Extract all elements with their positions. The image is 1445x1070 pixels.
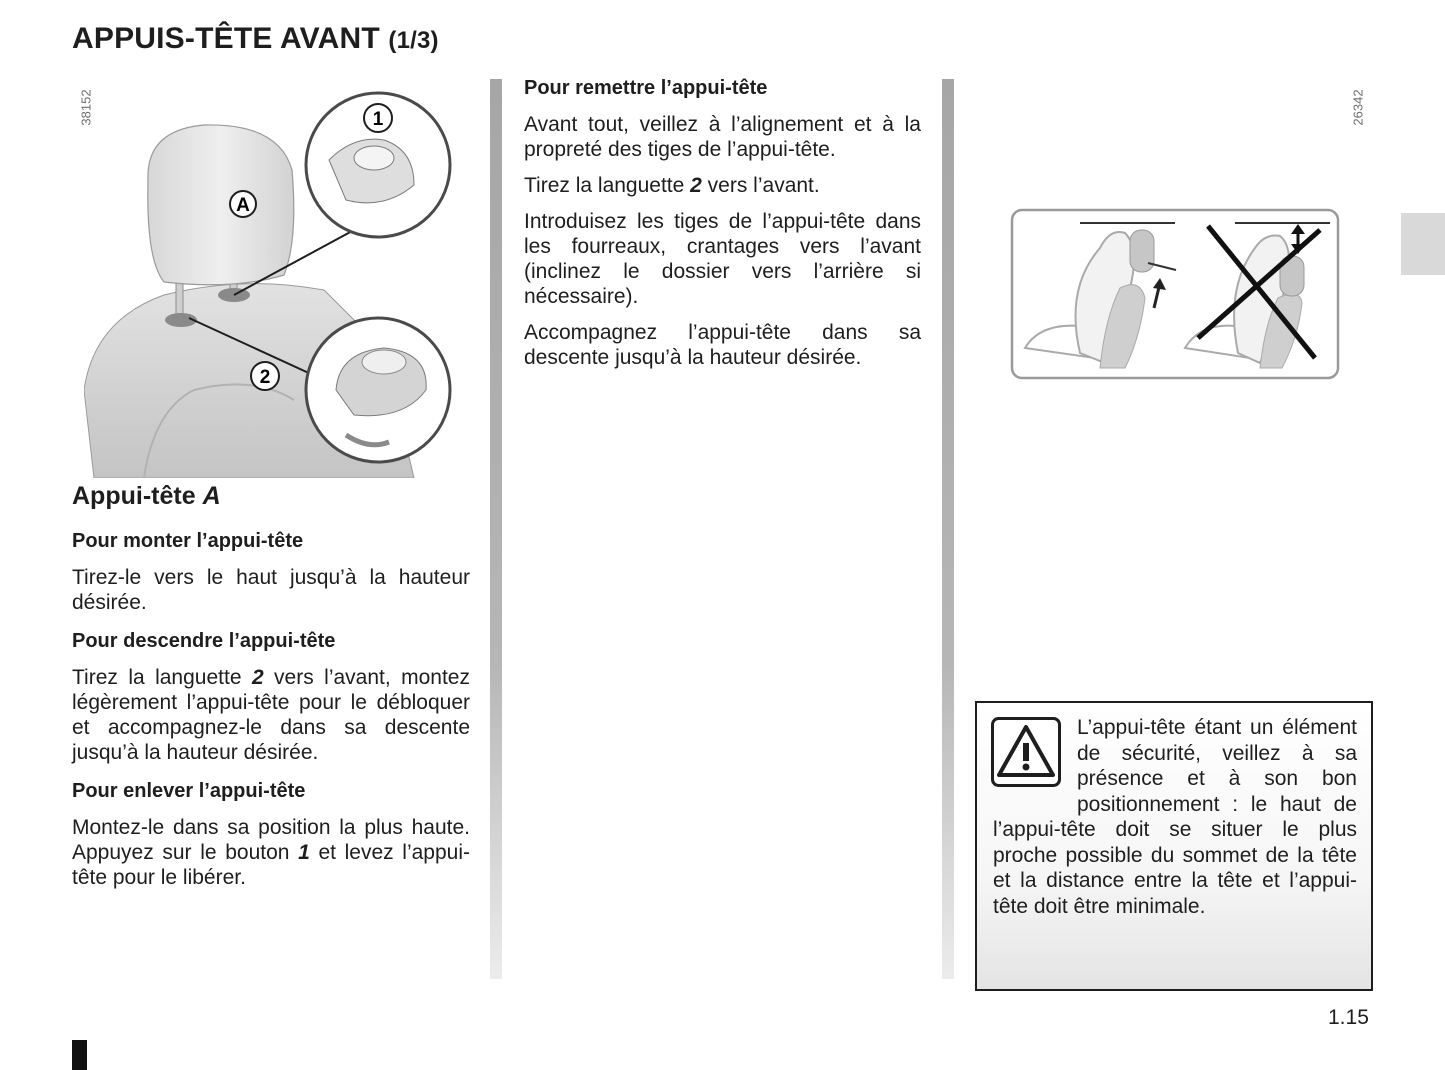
label-2: 2 xyxy=(259,367,271,388)
label-A: A xyxy=(236,195,250,216)
page-title xyxy=(72,22,439,56)
raise-title: Pour monter l’appui-tête xyxy=(72,530,304,552)
raise-text: Tirez-le vers le haut jusqu’à la hauteur désirée. xyxy=(72,566,470,614)
lower-text: Tirez la languette 2 vers l’avant, montez légèrement l’appui-tête pour le débloquer et accompagnez-le dans sa descente jusqu’à la hauteur désirée. xyxy=(72,666,470,764)
page-number: 1.15 xyxy=(1328,1006,1369,1029)
refit-p4: Accompagnez l’appui-tête dans sa descente jusqu’à la hauteur désirée. xyxy=(524,321,921,369)
refit-p2: Tirez la languette 2 vers l’avant. xyxy=(524,174,820,197)
refit-p3: Introduisez les tiges de l’appui-tête dans les fourreaux, crantages vers l’avant (inclinez le dossier vers l’arrière si nécessaire). xyxy=(524,210,921,308)
headrest-illustration xyxy=(84,90,456,478)
refit-title: Pour remettre l’appui-tête xyxy=(524,77,768,99)
lower-title: Pour descendre l’appui-tête xyxy=(72,630,336,652)
page-marker xyxy=(72,1040,87,1070)
section-heading-letter: A xyxy=(202,482,221,510)
page-title-part: (1/3) xyxy=(388,27,439,54)
section-heading-text: Appui-tête xyxy=(72,482,196,510)
section-tab xyxy=(1401,213,1445,275)
remove-text: Montez-le dans sa position la plus haute. Appuyez sur le bouton 1 et levez l’appui-tête pour le libérer. xyxy=(72,816,471,889)
warning-text: L’appui-tête étant un élément de sécurité, veillez à sa présence et à son bon positionnement : le haut de l’appui-tête doit se situer le plus proche possible du sommet de la tête et la distance entre la tête et l’appui-tête doit être minimale. xyxy=(993,716,1357,918)
section-heading xyxy=(72,484,470,509)
column-separator xyxy=(942,79,954,979)
column-1 xyxy=(72,484,470,901)
refit-p1: Avant tout, veillez à l’alignement et à la propreté des tiges de l’appui-tête. xyxy=(524,113,921,161)
figure-ref-headrest: 38152 xyxy=(78,89,94,126)
warning-box xyxy=(975,701,1373,991)
remove-title: Pour enlever l’appui-tête xyxy=(72,780,306,802)
label-1: 1 xyxy=(372,109,384,130)
column-2 xyxy=(524,76,921,381)
headrest-position-illustration xyxy=(1010,208,1342,382)
column-separator xyxy=(490,79,502,979)
page-title-text: APPUIS-TÊTE AVANT xyxy=(72,22,380,55)
figure-ref-position: 26342 xyxy=(1350,89,1366,126)
